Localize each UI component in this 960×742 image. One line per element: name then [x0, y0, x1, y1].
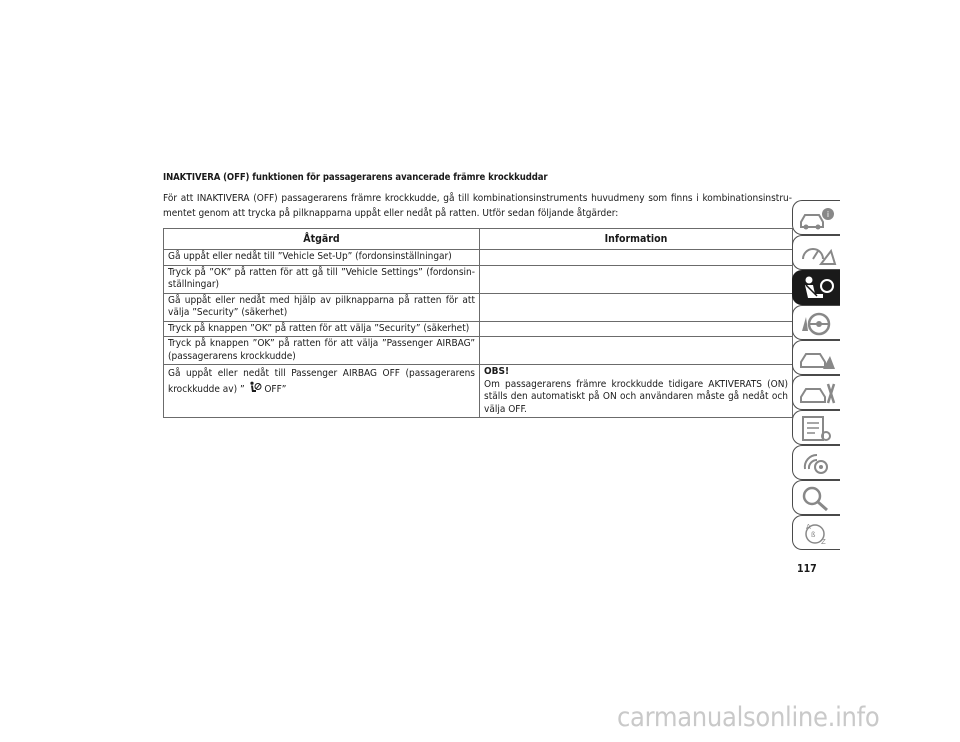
table-row [164, 337, 793, 365]
header-action: Åtgärd [164, 229, 480, 250]
tab-search[interactable] [792, 480, 840, 515]
action-text: Gå uppåt eller nedåt till Passenger AIRBAG OFF (passagerarens krockkudde av) ” [168, 368, 475, 395]
info-cell [480, 337, 793, 365]
svg-text:i: i [826, 210, 830, 219]
info-cell [480, 321, 793, 337]
steering-wheel-icon [797, 309, 837, 338]
tab-multimedia[interactable] [792, 445, 840, 480]
language-index-icon [797, 519, 837, 548]
action-cell: Tryck på ”OK” på ratten för att gå till ”Vehicle Settings” (fordonsinställningar) [164, 265, 480, 293]
action-cell: Gå uppåt eller nedåt till ”Vehicle Set-Up” (fordonsinställningar) [164, 250, 480, 266]
tab-dashboard[interactable] [792, 235, 840, 270]
svg-text:ß: ß [811, 531, 816, 539]
maintenance-list-icon [797, 414, 837, 443]
table-row [164, 321, 793, 337]
svg-text:A: A [806, 523, 811, 531]
car-info-icon [797, 204, 837, 233]
action-cell: Tryck på knappen ”OK” på ratten för att välja ”Security” (säkerhet) [164, 321, 480, 337]
watermark: carmanualsonline.info [617, 702, 880, 733]
passenger-airbag-off-icon [248, 381, 262, 394]
tab-service[interactable] [792, 375, 840, 410]
tab-maintenance[interactable] [792, 410, 840, 445]
info-cell [480, 365, 793, 418]
procedure-table [163, 228, 793, 418]
chapter-tabs [792, 197, 842, 546]
seatbelt-airbag-icon [797, 274, 837, 303]
tab-car-info[interactable] [792, 200, 840, 235]
action-cell: Tryck på knappen ”OK” på ratten för att välja ”Passenger AIRBAG” (passagerarens krockkudde) [164, 337, 480, 365]
table-row [164, 293, 793, 321]
info-cell [480, 250, 793, 266]
action-text-suffix: OFF” [261, 384, 287, 395]
car-emergency-icon [797, 344, 837, 373]
svg-text:Z: Z [821, 538, 826, 546]
info-cell [480, 265, 793, 293]
table-row [164, 365, 793, 418]
header-information: Information [480, 229, 793, 250]
tab-language[interactable] [792, 515, 840, 550]
table-header-row [164, 229, 793, 250]
tab-driving[interactable] [792, 305, 840, 340]
note-text: Om passagerarens främre krockkudde tidigare AKTIVERATS (ON) ställs den automatiskt på ON och användaren måste gå nedåt och välja OFF. [484, 378, 788, 415]
car-service-icon [797, 379, 837, 408]
tab-emergency[interactable] [792, 340, 840, 375]
page-number: 117 [797, 563, 817, 575]
table-row [164, 250, 793, 266]
section-heading: INAKTIVERA (OFF) funktionen för passagerarens avancerade främre krockkuddar [163, 172, 548, 183]
tab-safety[interactable] [792, 270, 840, 305]
note-title: OBS! [484, 366, 510, 377]
dashboard-warning-icon [797, 239, 837, 268]
table-row [164, 265, 793, 293]
intro-paragraph: För att INAKTIVERA (OFF) passagerarens främre krockkudde, gå till kombinationsinstruments huvudmeny som finns i kombinationsinstrumentet genom att trycka på pilknapparna uppåt eller nedåt på ratten. Utför sedan följande åtgärder: [163, 193, 792, 219]
info-cell [480, 293, 793, 321]
action-cell: Gå uppåt eller nedåt med hjälp av pilknapparna på ratten för att välja ”Security” (säkerhet) [164, 293, 480, 321]
action-cell [164, 365, 480, 418]
multimedia-icon [797, 449, 837, 478]
search-icon [797, 484, 837, 513]
